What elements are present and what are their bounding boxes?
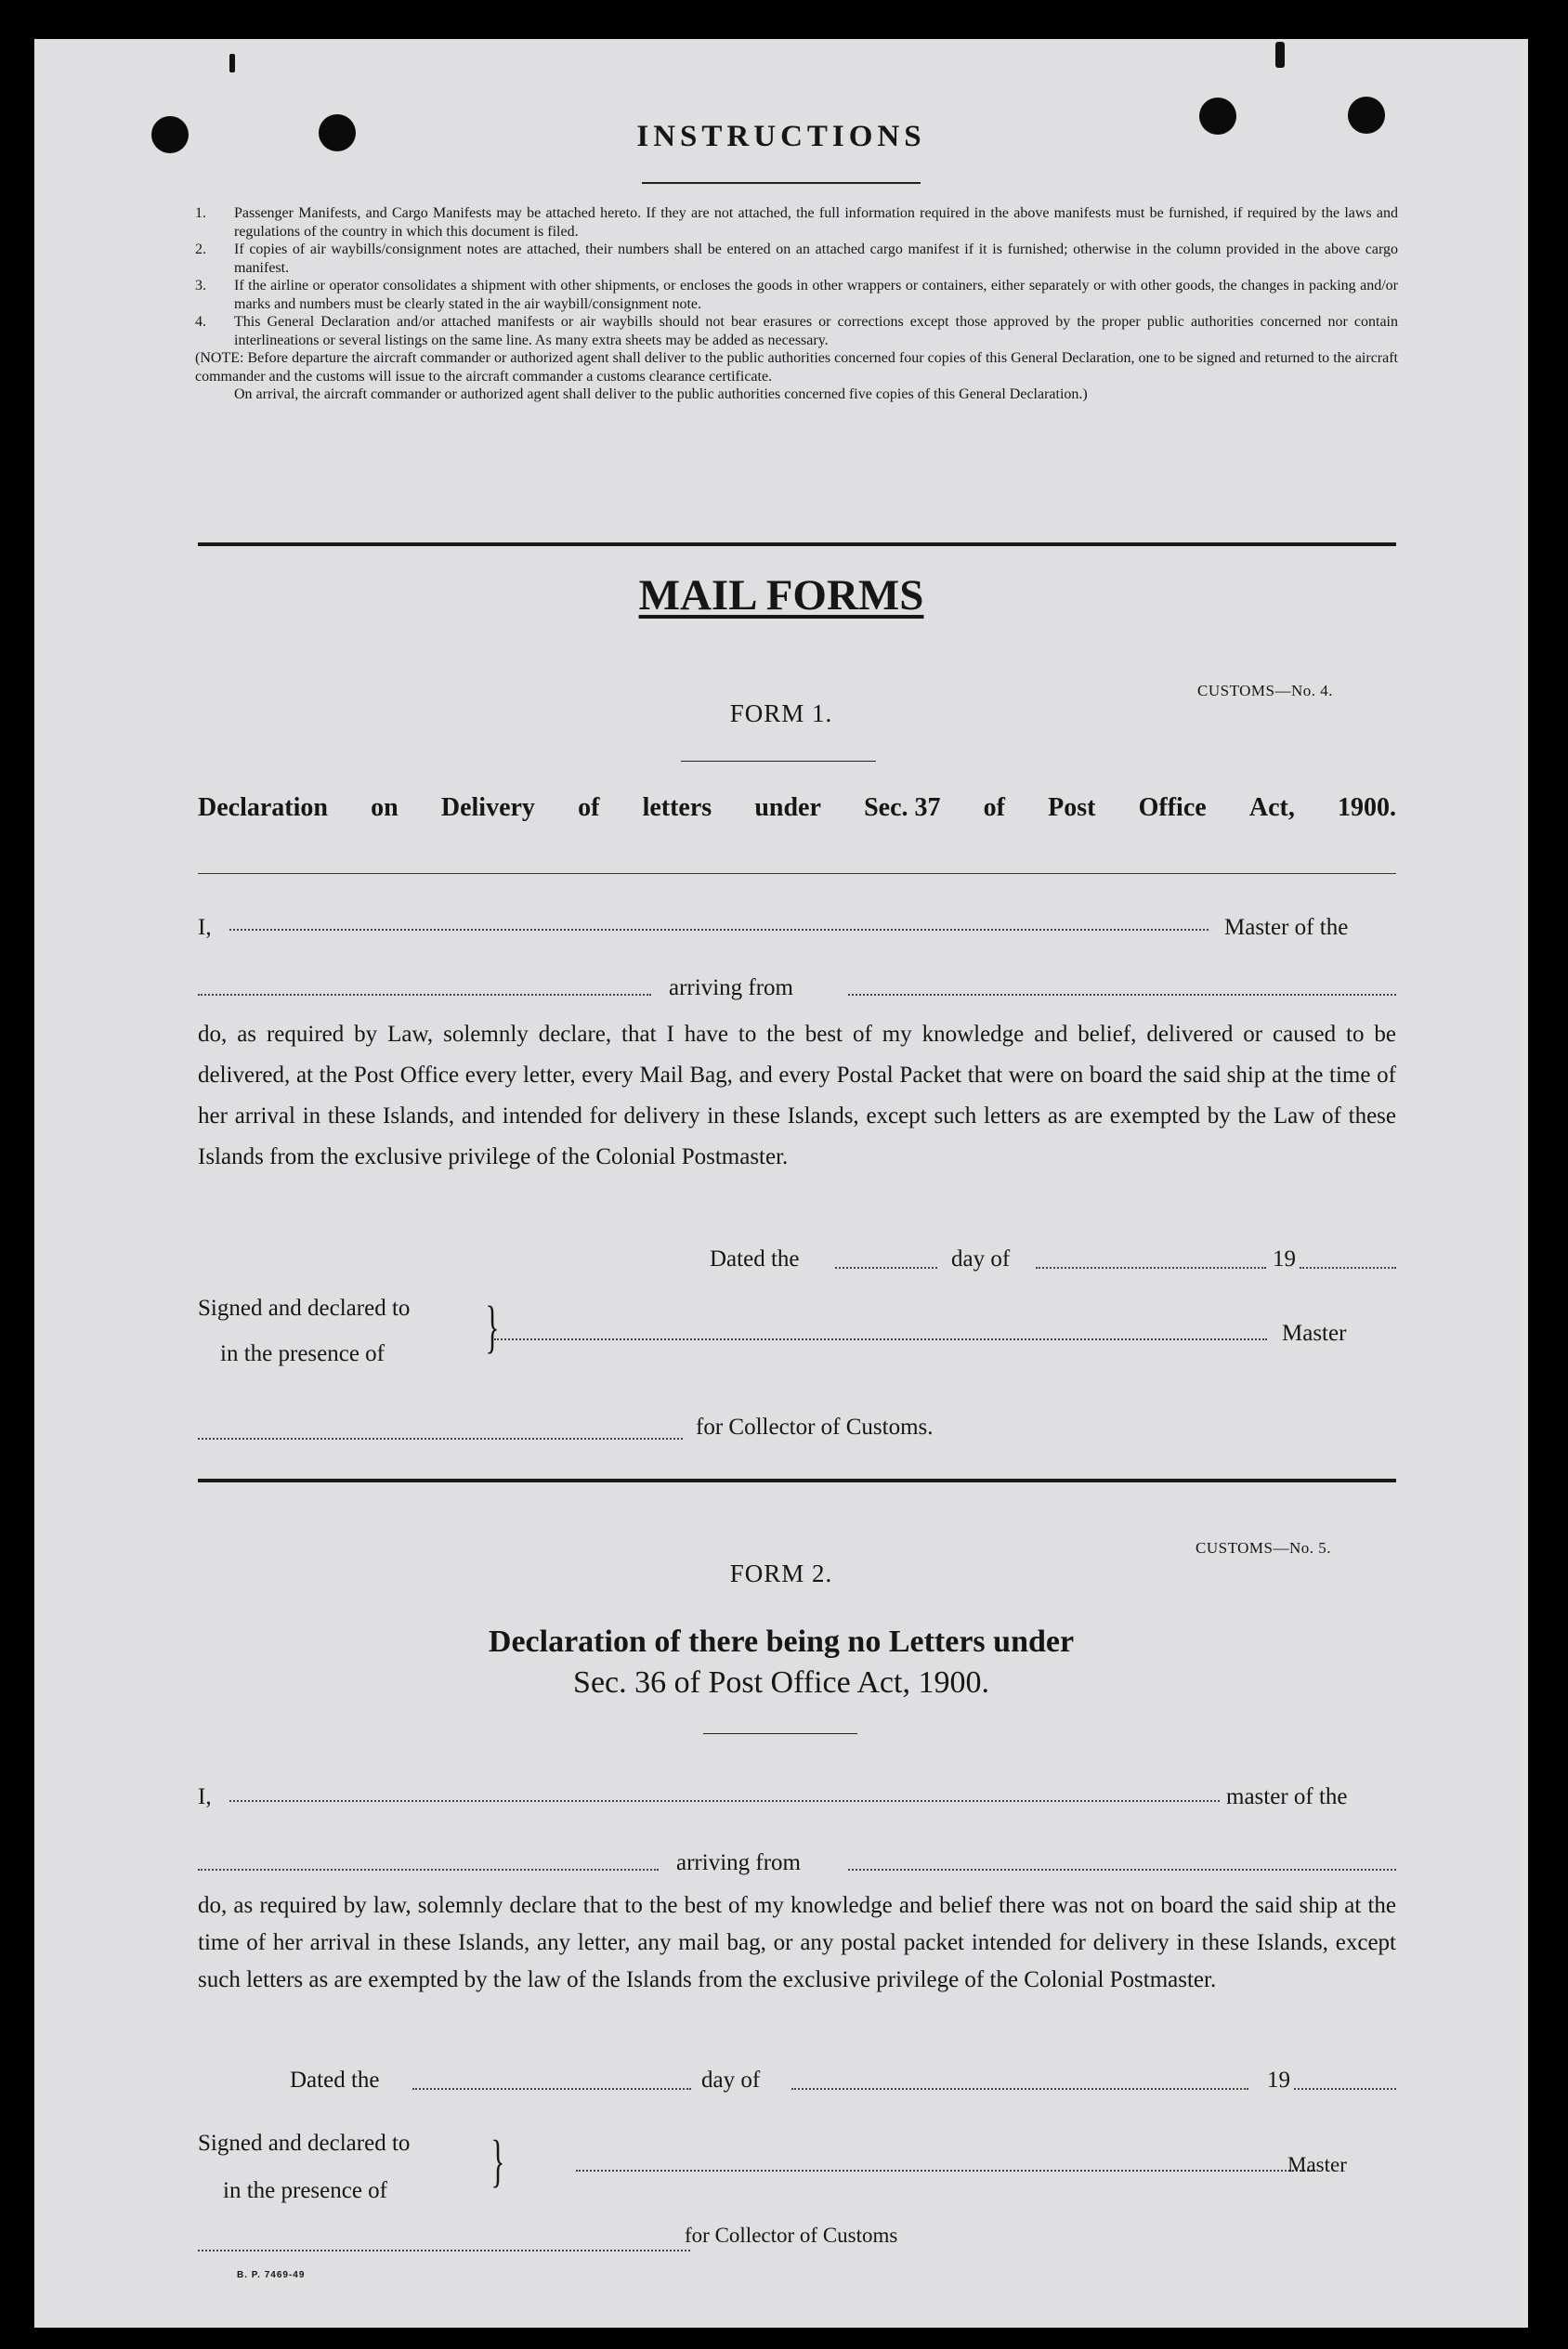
print-code: B. P. 7469-49 bbox=[237, 2270, 306, 2280]
form1-i-label: I, bbox=[198, 915, 212, 940]
form2-signed-line2: in the presence of bbox=[223, 2178, 388, 2203]
form1-month-field[interactable] bbox=[1036, 1267, 1266, 1269]
form1-customs-number: CUSTOMS—No. 4. bbox=[1197, 682, 1334, 699]
form2-master-of-the: master of the bbox=[1226, 1784, 1348, 1809]
ink-mark bbox=[229, 54, 235, 72]
instructions-list bbox=[195, 204, 1398, 404]
form1-signature-field[interactable] bbox=[494, 1338, 1267, 1340]
form-divider bbox=[198, 1479, 1396, 1482]
form1-day-of: day of bbox=[951, 1246, 1011, 1272]
form2-arriving-from: arriving from bbox=[676, 1850, 801, 1875]
ink-mark bbox=[1275, 42, 1285, 68]
form2-month-field[interactable] bbox=[791, 2088, 1248, 2090]
form2-ship-field[interactable] bbox=[198, 1869, 659, 1871]
form2-master-label: Master bbox=[1287, 2153, 1347, 2176]
form2-collector-label: for Collector of Customs bbox=[685, 2224, 898, 2247]
form1-origin-field[interactable] bbox=[848, 994, 1396, 996]
instruction-item: 3. If the airline or operator consolidates a shipment with other shipments, or encloses the goods in other wrappers or containers, either separately or with other goods, the changes in packing and/or marks and numbers must be clearly stated in the air waybill/consignment note. bbox=[195, 278, 1398, 312]
form1-body-text: do, as required by Law, solemnly declare, that I have to the best of my knowledge and belief, delivered or caused to be delivered, at the Post Office every letter, every Mail Bag, and every Postal Packet that were on board the said ship at the time of her arrival in these Islands, and intended for delivery in these Islands, except such letters as are exempted by the Law of these Islands from the exclusive privilege of the Colonial Postmaster. bbox=[198, 1022, 1396, 1169]
form2-year-field[interactable] bbox=[1294, 2088, 1396, 2090]
form1-ship-field[interactable] bbox=[198, 994, 651, 996]
instruction-item: 4. This General Declaration and/or attached manifests or air waybills should not bear erasures or corrections except those approved by the proper public authorities concerned nor contain interlineations or several listings on the same line. As many extra sheets may be added as necessary. bbox=[195, 314, 1398, 348]
form2-declaration-line2: Sec. 36 of Post Office Act, 1900. bbox=[573, 1665, 989, 1700]
form2-declaration-line1: Declaration of there being no Letters under bbox=[488, 1625, 1075, 1659]
form2-signature-field[interactable] bbox=[576, 2170, 1315, 2172]
form2-heading-rule bbox=[703, 1733, 857, 1734]
form1-declaration-title: Declaration on Delivery of letters under Sec. 37 of Post Office Act, 1900. bbox=[198, 793, 1396, 822]
document-page bbox=[34, 39, 1528, 2328]
instruction-item: 2. If copies of air waybills/consignment notes are attached, their numbers shall be entered on an attached cargo manifest if it is furnished; otherwise in the column provided in the above cargo manifest. bbox=[195, 241, 1398, 276]
instruction-note: (NOTE: Before departure the aircraft commander or authorized agent shall deliver to the public authorities concerned four copies of this General Declaration, one to be signed and returned to the aircraft commander and the customs will issue to the aircraft commander a customs clearance certificate. On arrival, the aircraft commander or authorized agent shall deliver to the public authorities concerned five copies of this General Declaration.) bbox=[195, 350, 1398, 402]
form1-collector-label: for Collector of Customs. bbox=[696, 1415, 934, 1440]
form2-day-field[interactable] bbox=[412, 2088, 691, 2090]
form2-body-text: do, as required by law, solemnly declare that to the best of my knowledge and belief there was not on board the said ship at the time of her arrival in these Islands, any letter, any mail bag, or any postal packet intended for delivery in these Islands, except such letters as are exempted by the law of the Islands from the exclusive privilege of the Colonial Postmaster. bbox=[198, 1893, 1396, 1992]
form1-master-of-the: Master of the bbox=[1224, 915, 1349, 940]
form2-customs-number: CUSTOMS—No. 5. bbox=[1196, 1539, 1332, 1557]
form1-dated-the: Dated the bbox=[710, 1246, 800, 1272]
instructions-title: INSTRUCTIONS bbox=[636, 120, 926, 153]
form1-title-rule bbox=[198, 873, 1396, 874]
form1-heading-rule bbox=[681, 761, 876, 762]
form1-collector-field[interactable] bbox=[198, 1438, 683, 1440]
form1-arriving-from: arriving from bbox=[669, 975, 793, 1000]
title-underline bbox=[642, 182, 921, 184]
form2-i-label: I, bbox=[198, 1784, 212, 1809]
form2-name-field[interactable] bbox=[229, 1800, 1220, 1802]
form2-heading: FORM 2. bbox=[729, 1559, 833, 1587]
form2-brace: } bbox=[490, 2130, 505, 2193]
form1-signed-line1: Signed and declared to bbox=[198, 1296, 411, 1321]
form1-day-field[interactable] bbox=[835, 1267, 937, 1269]
form1-name-field[interactable] bbox=[229, 929, 1209, 931]
form2-dated-the: Dated the bbox=[290, 2068, 380, 2093]
mail-forms-title: MAIL FORMS bbox=[638, 571, 924, 620]
form1-signed-line2: in the presence of bbox=[220, 1341, 385, 1366]
form1-heading: FORM 1. bbox=[729, 699, 833, 727]
form2-signed-line1: Signed and declared to bbox=[198, 2131, 411, 2156]
form1-year-label: 19 bbox=[1273, 1246, 1296, 1272]
form1-brace: } bbox=[485, 1296, 500, 1359]
instruction-item: 1. Passenger Manifests, and Cargo Manifests may be attached hereto. If they are not attached, the full information required in the above manifests must be furnished, if required by the laws and regulations of the country in which this document is filed. bbox=[195, 205, 1398, 240]
form1-master-label: Master bbox=[1282, 1321, 1347, 1346]
section-divider bbox=[198, 542, 1396, 546]
form2-year-label: 19 bbox=[1267, 2068, 1290, 2093]
form2-origin-field[interactable] bbox=[848, 1869, 1396, 1871]
form2-collector-field[interactable] bbox=[198, 2250, 690, 2251]
form1-year-field[interactable] bbox=[1300, 1267, 1396, 1269]
form2-day-of: day of bbox=[701, 2068, 761, 2093]
